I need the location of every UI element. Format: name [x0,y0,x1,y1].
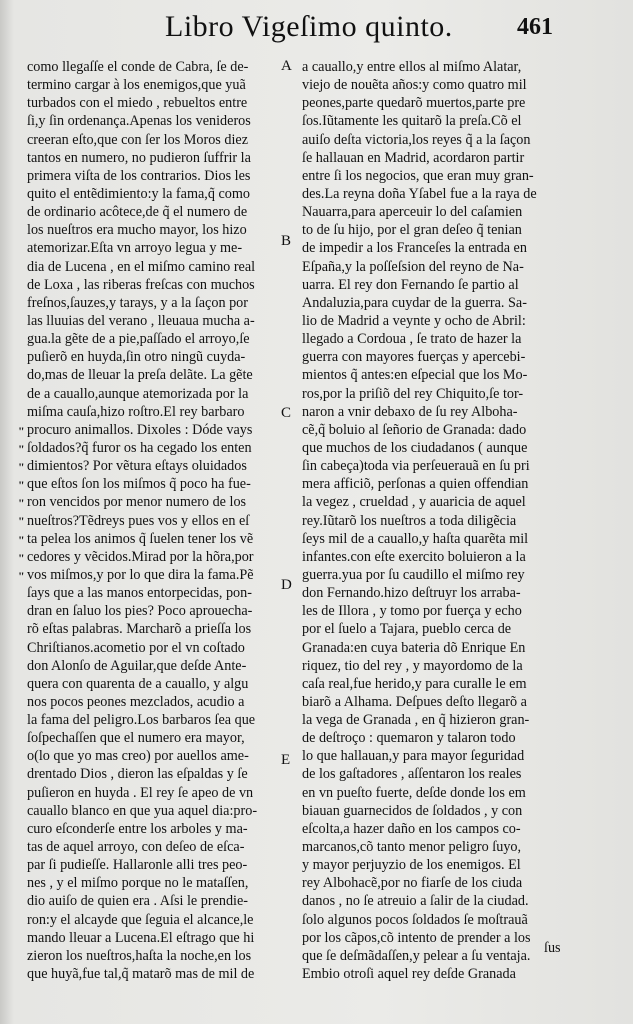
text-line: rey Albohacẽ,por no fiarſe de los ciuda [302,875,523,892]
text-line: nes , y el miſmo porque no le mataſſen, [27,875,249,892]
text-line: ſoldados?q̃ furor os ha cegado los enten [27,439,252,456]
text-line: ſos.Iũtamente les quitarõ la preſa.Cõ el [302,113,522,130]
text-line: ſe hallauan en Madrid, acordaron partir [302,149,525,166]
text-line: ſeys mil de a cauallo,y haſta quarẽta mil [302,530,529,547]
text-line: mientos q̃ antes:en eſpecial que los Mo- [302,367,528,384]
margin-letter-a: A [281,58,292,74]
text-line: to de ſu hijo, por el gran deſeo q̃ tenian [302,222,522,239]
quote-mark: " [18,460,25,474]
text-line: rõ eſtas palabras. Marcharõ a prieſſa los [27,621,252,638]
text-line: tantos en numero, no pudieron ſuffrir la [27,149,251,166]
text-line: por los cãpos,cõ intento de prender a los [302,929,531,946]
text-line: Nauarra,para aperceuir lo del caſamien [302,204,523,221]
text-line: dio auiſo de quien era . Aſsi le prendie- [27,893,249,910]
text-line: ros,por la priſiõ del rey Chiquito,ſe tor- [302,385,524,402]
text-line: y mayor perjuyzio de los enemigos. El [302,857,521,874]
text-line: llegado a Cordoua , ſe trato de hazer la [302,331,522,348]
text-line: miſma cauſa,hizo roſtro.El rey barbaro [27,403,245,420]
text-line: los nueſtros era mucho mayor, los hizo [27,222,247,239]
text-line: Eſpaña,y la poſſeſsion del reyno de Na- [302,258,524,275]
text-line: Chriſtianos.acometio por el vn coſtado [27,639,245,656]
text-line: danos , no ſe atreuio a ſalir de la ciudad. [302,893,529,910]
text-line: ron vencidos por menor numero de los [27,494,247,511]
text-line: ron:y el alcayde que ſeguia el alcance,le [27,911,254,928]
right-column [302,58,570,983]
text-line: cẽ,q̃ boluio al ſeñorio de Granada: dado [302,421,527,438]
text-line: que muchos de los ciudadanos ( aunque [302,439,528,456]
text-line: la fama del peligro.Los barbaros ſea que [27,712,256,729]
text-line: infantes.con eſte exercito boluieron a la [302,548,526,565]
text-line: creeran eſto,que con ſer los Moros diez [27,131,249,148]
text-line: biauan guarnecidos de ſoldados , y con [302,802,523,819]
margin-letter-c: C [281,405,292,421]
text-line: caſa real,fue herido,y para curalle le em [302,675,527,692]
text-line: ſin cabeça)toda via perſeuerauã en ſu pri [302,458,530,475]
text-line: entre ſi los negocios, que eran muy gran- [302,167,534,184]
text-line: guerra con mayores fuerças y apercebi- [302,349,526,366]
margin-letter-b: B [281,233,292,249]
text-line: vos miſmos,y por lo que dira la fama.Pẽ [27,566,254,583]
text-line: como llegaſſe el conde de Cabra, ſe de- [27,59,249,75]
text-line: Granada:en cuya bateria dõ Enrique En [302,639,526,656]
text-line: drentado Dios , dieron las eſpaldas y ſe [27,766,248,783]
text-line: freſnos,ſauzes,y tarays, y a la ſaçon por [27,294,249,311]
text-line: turbados con el miedo , rebueltos entre [27,95,248,112]
quote-mark: " [18,496,25,510]
text-line: las lluuias del verano , lleuaua mucha a- [27,312,255,329]
margin-letter-d: D [281,577,292,593]
quote-mark: " [18,424,25,438]
text-line: rey.Iũtarõ los nueſtros a toda diligẽcia [302,512,517,529]
text-line: peones,parte quedarõ muertos,parte pre [302,95,526,112]
text-line: dimientos? Por vẽtura eſtays oluidados [27,458,247,475]
text-line: procuro animallos. Dixoles : Dóde vays [27,421,253,438]
text-line: o(lo que yo mas creo) por auellos ame- [27,748,249,765]
text-line: en vn pueſto fuerte, deſde donde los em [302,784,526,801]
text-line: ſays que a las manos entorpecidas, pon- [27,585,252,602]
quote-mark: " [18,551,25,565]
text-line: ſi,y ſin ordenança.Apenas los venideros [27,113,251,130]
text-line: la vegez , crueldad , y auaricia de aquel [302,494,526,511]
page-number: 461 [517,14,553,40]
text-line: de ordinario acôtece,de q̃ el numero de [27,204,248,221]
text-line: eſcolta,a hazer daño en los campos co- [302,820,521,837]
text-line: gua.la gẽte de a pie,paſſado el arroyo,ſe [27,331,250,348]
text-line: tas de aquel arroyo, con deſeo de eſca- [27,839,245,856]
text-line: viejo de nouẽta años:y como quatro mil [302,77,527,94]
running-head: Libro Vigeſimo quinto. [165,10,453,43]
text-line: quito el entẽdimiento:y la fama,q̃ como [27,185,250,202]
quote-mark: " [18,533,25,547]
text-line: de deſtroço : quemaron y talaron todo [302,730,516,747]
text-line: don Fernando.hizo deſtruyr los arraba- [302,585,521,602]
text-line: ta pelea los animos q̃ ſuelen tener los vẽ [27,530,254,547]
text-line: que ſe deſmãdaſſen,y pelear a ſu ventaja. [302,947,531,964]
text-line: termino cargar à los enemigos,que yuã [27,77,246,94]
text-line: marcanos,cõ tanto menor peligro ſuyo, [302,839,522,856]
text-line: que eſtos ſon los miſmos q̃ poco ha fue- [27,476,251,493]
text-line: mando lleuar a Lucena.El eſtrago que hi [27,929,255,946]
text-line: por el ſuelo a Tajara, pueblo cerca de [302,621,512,638]
text-line: mera afficiõ, perſonas a quien offendian [302,476,529,493]
text-line: puſierõ en huyda,ſin otro ningũ cuyda- [27,349,246,366]
left-column [27,58,273,983]
text-line: les de Illora , y tomo por fuerça y echo [302,603,522,620]
text-line: Andaluzia,para cuydar de la guerra. Sa- [302,294,527,311]
text-line: auiſo deſta victoria,los reyes q̃ a la ſaçon [302,131,531,148]
text-line: naron a vnir debaxo de ſu rey Alboha- [302,403,518,420]
text-line: ſolo algunos pocos ſoldados ſe moſtrauã [302,911,528,928]
text-line: que huyã,fue tal,q̃ matarõ mas de mil de [27,966,255,983]
text-line: primera viſta de los contrarios. Dios les [27,167,251,184]
margin-letter-e: E [281,752,291,768]
text-line: lo que hallauan,y para mayor ſeguridad [302,748,525,765]
quote-mark: " [18,569,25,583]
quote-mark: " [18,442,25,456]
text-line: ſoſpechaſſen que el numero era mayor, [27,730,245,747]
text-line: des.La reyna doña Yſabel fue a la raya de [302,185,537,202]
text-line: nos pocos peones mezclados, acudio a [27,693,245,710]
text-line: de Loxa , las riberas freſcas con muchos [27,276,255,293]
catchword: ſus [544,940,561,956]
text-line: de los gaſtadores , aſſentaron los reales [302,766,522,783]
text-line: a cauallo,y entre ellos al miſmo Alatar, [302,59,522,75]
text-line: lio de Madrid a veynte y ocho de Abril: [302,312,526,329]
text-line: zieron los nueſtros,haſta la noche,en los [27,947,252,964]
text-line: la vega de Granada , en q̃ hizieron gran- [302,712,530,729]
text-line: dran en ſaluo los pies? Poco aprouecha- [27,603,253,620]
text-line: riquez, tio del rey , y mayordomo de la [302,657,523,674]
text-line: de impedir a los Franceſes la entrada en [302,240,527,257]
quote-mark: " [18,514,25,528]
text-line: de a cauallo,aunque atemorizada por la [27,385,249,402]
text-line: curo eſconderſe entre los arboles y ma- [27,820,248,837]
text-line: Embio otroſi aquel rey deſde Granada [302,966,516,983]
text-line: dia de Lucena , en el miſmo camino real [27,258,256,275]
text-line: uarra. El rey don Fernando ſe partio al [302,276,519,293]
text-line: biarõ a Alhama. Deſpues deſto llegarõ a [302,693,527,710]
text-line: guerra.yua por ſu caudillo el miſmo rey [302,566,525,583]
text-line: do,mas de lleuar la preſa delãte. La gẽte [27,367,253,384]
text-line: quera con quarenta de a cauallo, y algu [27,675,249,692]
text-line: atemorizar.Eſta vn arroyo legua y me- [27,240,243,257]
text-line: cauallo blanco en que yua aquel dia:pro- [27,802,258,819]
text-line: nueſtros?Tẽdreys pues vos y ellos en eſ [27,512,250,529]
text-line: don Alonſo de Aguilar,que deſde Ante- [27,657,247,674]
text-line: cedores y vẽcidos.Mirad por la hõra,por [27,548,254,565]
quote-mark: " [18,478,25,492]
text-line: par ſi pudieſſe. Hallaronle alli tres peo- [27,857,248,874]
text-line: puſieron en huyda . El rey ſe apeo de vn [27,784,254,801]
